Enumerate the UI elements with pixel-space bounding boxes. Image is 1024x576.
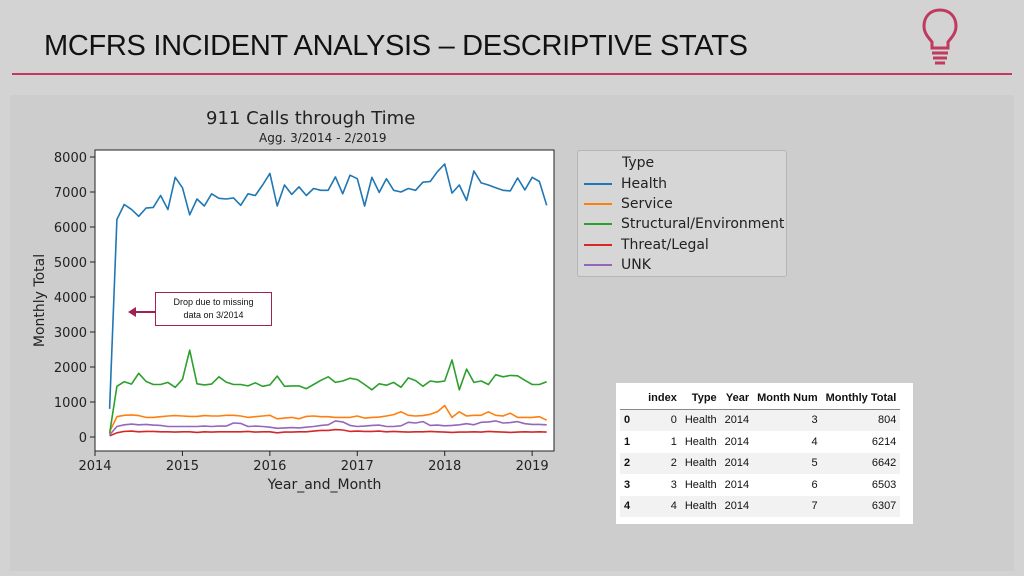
cell-month: 5 bbox=[811, 457, 818, 470]
y-tick-label: 2000 bbox=[53, 361, 87, 376]
legend-label: Threat/Legal bbox=[621, 237, 709, 253]
x-tick-label: 2017 bbox=[340, 459, 374, 474]
cell-total: 6642 bbox=[871, 457, 897, 470]
y-tick-label: 1000 bbox=[53, 396, 87, 411]
legend-title: Type bbox=[622, 155, 655, 171]
slide-title: MCFRS INCIDENT ANALYSIS – DESCRIPTIVE STATS bbox=[44, 30, 748, 62]
legend-label: Structural/Environment bbox=[621, 216, 785, 232]
y-tick-label: 0 bbox=[78, 431, 87, 446]
cell-year: 2014 bbox=[724, 435, 750, 448]
cell-year: 2014 bbox=[724, 478, 750, 491]
cell-year: 2014 bbox=[724, 457, 750, 470]
row-id: 1 bbox=[624, 435, 631, 448]
x-tick-label: 2015 bbox=[165, 459, 199, 474]
legend-label: Service bbox=[621, 196, 673, 212]
cell-month: 3 bbox=[811, 414, 818, 427]
table-header: index bbox=[644, 387, 681, 409]
table-row bbox=[620, 474, 900, 496]
x-tick-label: 2018 bbox=[428, 459, 462, 474]
x-tick-label: 2014 bbox=[78, 459, 112, 474]
y-tick-label: 6000 bbox=[53, 221, 87, 236]
legend-item-service bbox=[584, 194, 673, 214]
cell-year: 2014 bbox=[724, 414, 750, 427]
legend-item-structural bbox=[584, 214, 784, 234]
legend-swatch bbox=[584, 223, 612, 225]
legend-swatch bbox=[584, 203, 612, 205]
cell-total: 6214 bbox=[871, 435, 897, 448]
y-axis-label: Monthly Total bbox=[32, 253, 48, 348]
cell-total: 804 bbox=[877, 414, 897, 427]
x-tick-label: 2016 bbox=[253, 459, 287, 474]
cell-index: 1 bbox=[670, 435, 677, 448]
annotation-callout bbox=[155, 292, 272, 326]
cell-index: 4 bbox=[670, 500, 677, 513]
legend-label: Health bbox=[621, 176, 667, 192]
cell-index: 2 bbox=[670, 457, 677, 470]
table-header bbox=[620, 387, 644, 409]
legend-item-threat bbox=[584, 235, 709, 255]
cell-type: Health bbox=[684, 435, 717, 448]
row-id: 2 bbox=[624, 457, 631, 470]
table-row bbox=[620, 409, 900, 431]
table-header: Monthly Total bbox=[822, 387, 901, 409]
cell-month: 7 bbox=[811, 500, 818, 513]
y-tick-label: 4000 bbox=[53, 291, 87, 306]
cell-month: 4 bbox=[811, 435, 818, 448]
table-header-row bbox=[620, 387, 900, 409]
legend-swatch bbox=[584, 264, 612, 266]
cell-type: Health bbox=[684, 414, 717, 427]
table-row bbox=[620, 453, 900, 475]
y-tick-label: 8000 bbox=[53, 151, 87, 166]
cell-type: Health bbox=[684, 457, 717, 470]
legend-label: UNK bbox=[621, 257, 651, 273]
cell-year: 2014 bbox=[724, 500, 750, 513]
annotation-arrow-icon bbox=[128, 305, 156, 319]
chart-title: 911 Calls through Time bbox=[206, 108, 416, 129]
annotation-line-1: Drop due to missing bbox=[173, 297, 254, 307]
cell-type: Health bbox=[684, 478, 717, 491]
legend-swatch bbox=[584, 244, 612, 246]
legend-swatch bbox=[584, 183, 612, 185]
y-tick-label: 7000 bbox=[53, 186, 87, 201]
cell-total: 6503 bbox=[871, 478, 897, 491]
cell-month: 6 bbox=[811, 478, 818, 491]
x-axis-label: Year_and_Month bbox=[267, 477, 382, 493]
data-table bbox=[620, 387, 900, 517]
x-tick-label: 2019 bbox=[515, 459, 549, 474]
legend-item-health bbox=[584, 174, 667, 194]
table-row bbox=[620, 431, 900, 453]
annotation-line-2: data on 3/2014 bbox=[183, 310, 244, 320]
cell-index: 3 bbox=[670, 478, 677, 491]
y-tick-label: 3000 bbox=[53, 326, 87, 341]
chart-subtitle: Agg. 3/2014 - 2/2019 bbox=[259, 131, 387, 145]
cell-type: Health bbox=[684, 500, 717, 513]
table-header: Type bbox=[681, 387, 721, 409]
row-id: 3 bbox=[624, 478, 631, 491]
cell-total: 6307 bbox=[871, 500, 897, 513]
table-row bbox=[620, 496, 900, 518]
row-id: 0 bbox=[624, 414, 631, 427]
row-id: 4 bbox=[624, 500, 631, 513]
table-header: Year bbox=[721, 387, 753, 409]
table-header: Month Num bbox=[753, 387, 821, 409]
data-table-panel bbox=[616, 383, 913, 524]
chart-legend bbox=[577, 150, 787, 277]
cell-index: 0 bbox=[670, 414, 677, 427]
y-tick-label: 5000 bbox=[53, 256, 87, 271]
legend-item-unk bbox=[584, 255, 651, 275]
